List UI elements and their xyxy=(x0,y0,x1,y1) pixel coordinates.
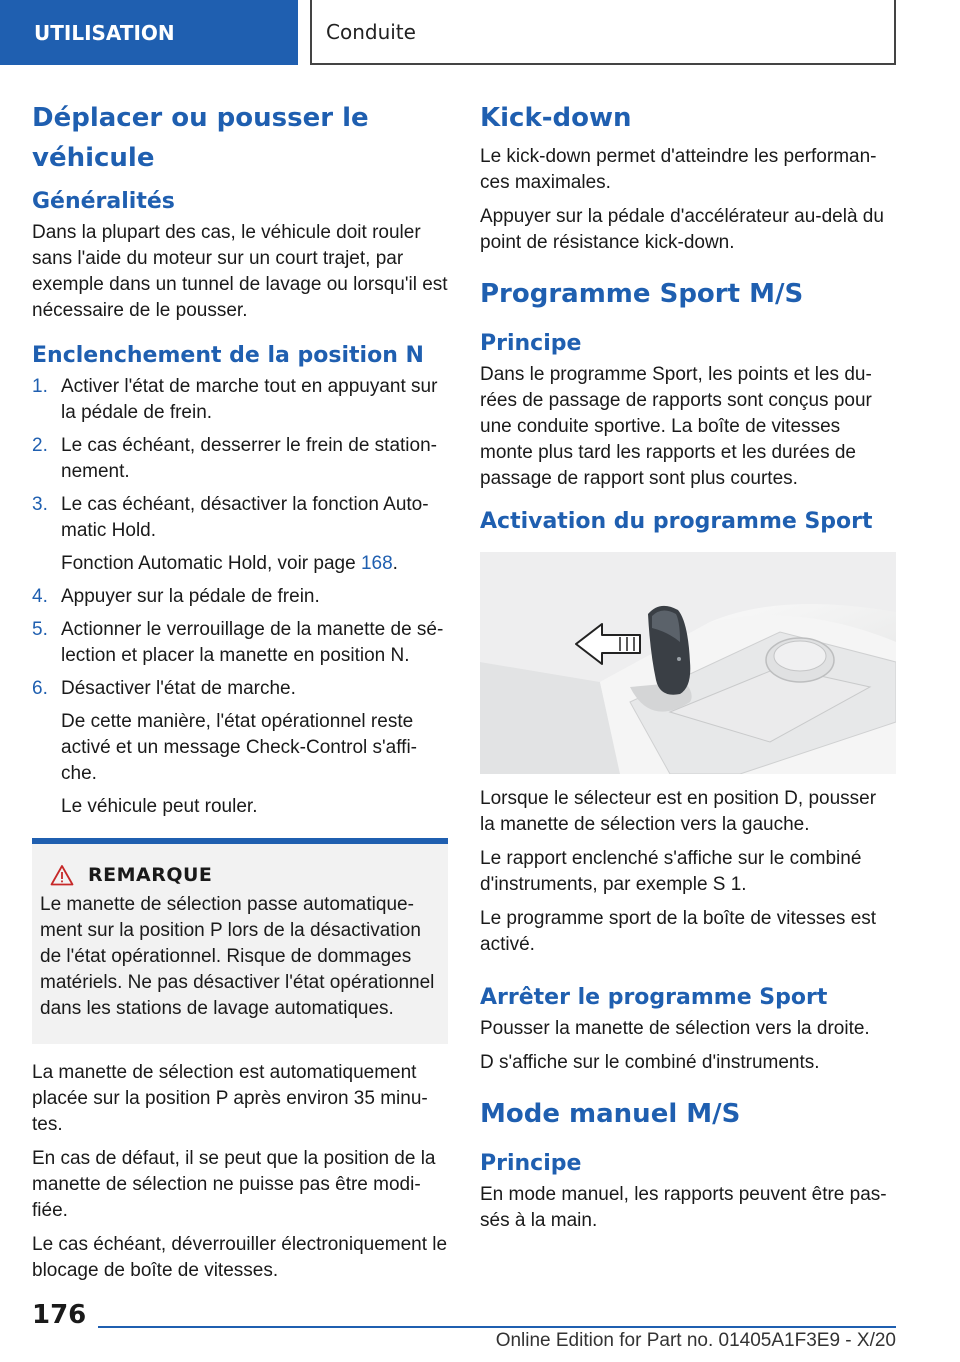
principe-text: Dans le programme Sport, les points et les du‐rées de passage de rapports sont conçus pour une conduite sportive. La boîte de vitesses monte plus tard les rapports et les durées de passage de rapport sont plus courtes. xyxy=(480,364,872,489)
chapter-header xyxy=(310,0,896,65)
step-subtext: De cette manière, l'état opérationnel reste activé et un message Check-Control s'affi‐che. xyxy=(61,711,417,784)
note-box xyxy=(32,838,448,1044)
section-tab-label: UTILISATION xyxy=(34,20,175,45)
arreter-text: Pousser la manette de sélection vers la droite. xyxy=(480,1018,870,1039)
step-item: 3. Le cas échéant, désactiver la fonction Auto‐matic Hold. Fonction Automatic Hold, voir page 168. xyxy=(32,492,448,577)
step-subtext: Fonction Automatic Hold, voir page 168. xyxy=(61,553,398,574)
step-item: 1. Activer l'état de marche tout en appuyant sur la pédale de frein. xyxy=(32,376,438,423)
heading-mode-manuel: Mode manuel M/S xyxy=(480,1099,741,1129)
generalites-text: Dans la plupart des cas, le véhicule doit rouler sans l'aide du moteur sur un court trajet, par exemple dans un tunnel de lavage ou lorsqu'il est nécessaire de le pousser. xyxy=(32,222,448,321)
manuel-text: En mode manuel, les rapports peuvent être pas‐sés à la main. xyxy=(480,1184,887,1231)
heading-programme-sport: Programme Sport M/S xyxy=(480,279,804,309)
steps-list xyxy=(32,374,448,820)
after-paragraph: La manette de sélection est automatiquement placée sur la position P après environ 35 minu‐tes. xyxy=(32,1062,428,1135)
heading-activation: Activation du programme Sport xyxy=(480,509,873,534)
page-link-168[interactable]: 168 xyxy=(360,553,393,574)
activation-text: Lorsque le sélecteur est en position D, pousser la manette de sélection vers la gauche. xyxy=(480,788,877,835)
heading-generalites: Généralités xyxy=(32,189,175,214)
activation-text: Le rapport enclenché s'affiche sur le combiné d'instruments, par exemple S 1. xyxy=(480,848,862,895)
step-item: 2. Le cas échéant, desserrer le frein de station‐nement. xyxy=(32,435,437,482)
heading-position-n: Enclenchement de la position N xyxy=(32,343,424,368)
page-number: 176 xyxy=(32,1300,87,1330)
step-item: 4. Appuyer sur la pédale de frein. xyxy=(32,586,320,607)
heading-principe: Principe xyxy=(480,331,582,356)
heading-kickdown: Kick-down xyxy=(480,103,632,133)
activation-text: Le programme sport de la boîte de vitesses est activé. xyxy=(480,908,877,955)
kickdown-text: Appuyer sur la pédale d'accélérateur au-delà du point de résistance kick-down. xyxy=(480,206,884,253)
gear-selector-drawing xyxy=(480,552,896,774)
left-column xyxy=(32,98,448,1292)
after-paragraph: Le cas échéant, déverrouiller électroniquement le blocage de boîte de vitesses. xyxy=(32,1234,448,1281)
step-subtext: Le véhicule peut rouler. xyxy=(61,796,258,817)
kickdown-text: Le kick-down permet d'atteindre les performan‐ces maximales. xyxy=(480,146,877,193)
heading-arreter: Arrêter le programme Sport xyxy=(480,985,828,1010)
arreter-text: D s'affiche sur le combiné d'instruments. xyxy=(480,1052,820,1073)
gear-selector-illustration xyxy=(480,552,896,774)
note-title: REMARQUE xyxy=(88,864,213,886)
after-paragraph: En cas de défaut, il se peut que la position de la manette de sélection ne puisse pas être modi‐fiée. xyxy=(32,1148,436,1221)
page-title: Déplacer ou pousser le véhicule xyxy=(32,103,369,173)
step-item: 6. Désactiver l'état de marche. De cette manière, l'état opérationnel reste activé et un message Check-Control s'affi‐che. Le véhicule peut rouler. xyxy=(32,676,448,820)
heading-principe-manuel: Principe xyxy=(480,1151,582,1176)
edition-text: Online Edition for Part no. 01405A1F3E9 - X/20 xyxy=(495,1330,896,1351)
warning-icon xyxy=(50,864,74,886)
footer-divider xyxy=(98,1326,896,1328)
chapter-title: Conduite xyxy=(326,19,416,44)
right-column xyxy=(480,98,896,1242)
note-text: Le manette de sélection passe automatique‐ment sur la position P lors de la désactivation de l'état opérationnel. Risque de dommages matériels. Ne pas désactiver l'état opérationnel dans les stations de lavage automatiques. xyxy=(40,894,435,1019)
section-tab xyxy=(0,0,298,65)
step-item: 5. Actionner le verrouillage de la manette de sé‐lection et placer la manette en position N. xyxy=(32,619,444,666)
